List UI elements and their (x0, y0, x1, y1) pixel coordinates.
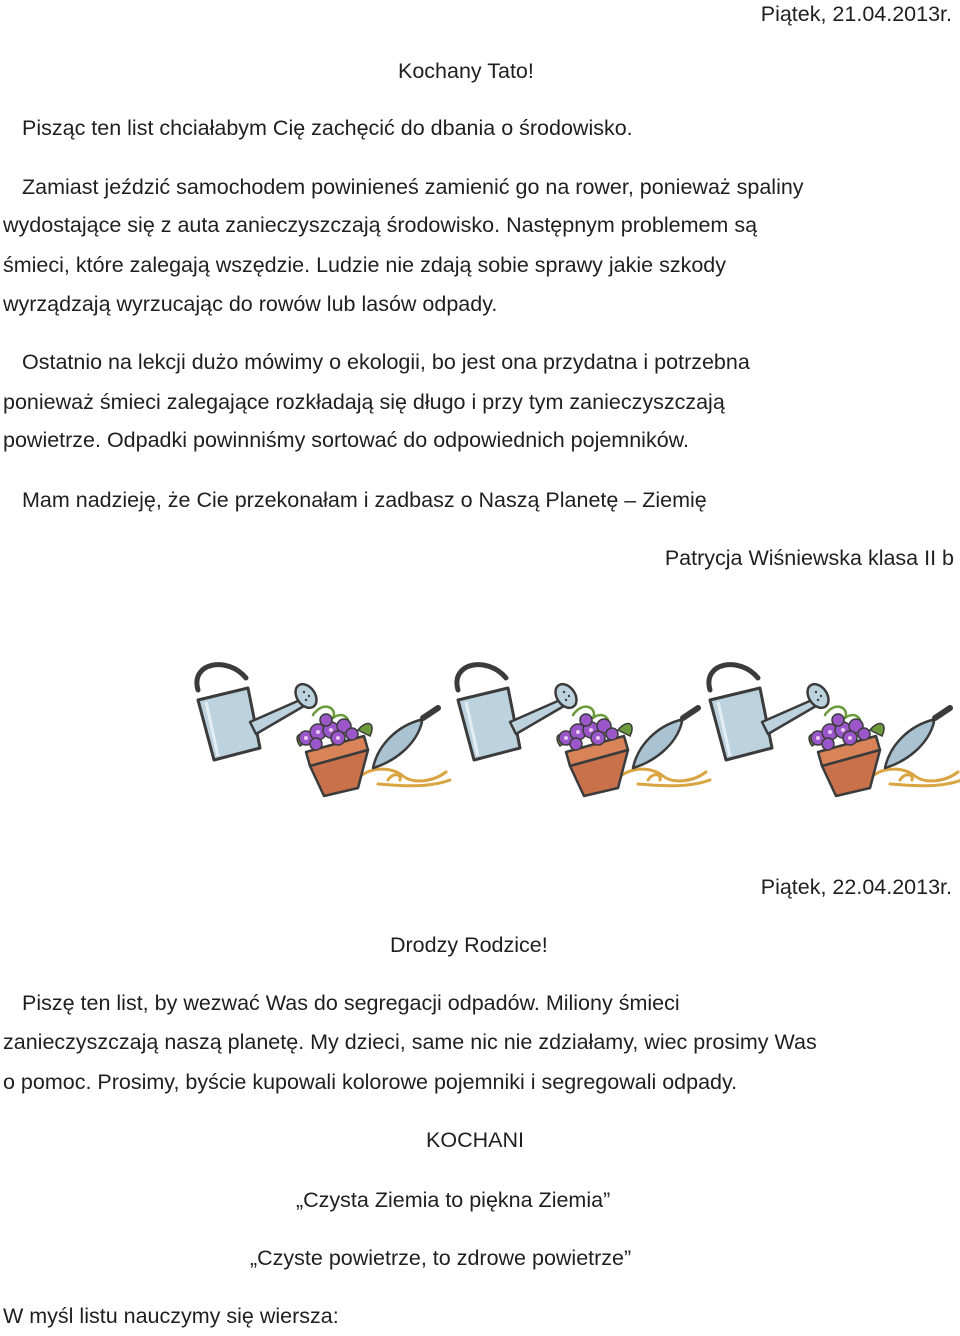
letter1-line: Mam nadzieję, że Cie przekonałam i zadbasz o Naszą Planetę – Ziemię (22, 488, 707, 512)
letter2-closing: KOCHANI (426, 1128, 524, 1152)
letter2-date: Piątek, 22.04.2013r. (760, 875, 952, 899)
letter1-line: powietrze. Odpadki powinniśmy sortować do odpowiednich pojemników. (3, 428, 689, 452)
letter1-line: wydostające się z auta zanieczyszczają środowisko. Następnym problemem są (3, 213, 758, 237)
letter2-line: Piszę ten list, by wezwać Was do segregacji odpadów. Miliony śmieci (22, 991, 680, 1015)
letter2-line: o pomoc. Prosimy, byście kupowali kolorowe pojemniki i segregowali odpady. (3, 1070, 738, 1094)
letter1-line: Zamiast jeździć samochodem powinieneś zamienić go na rower, ponieważ spaliny (22, 175, 804, 199)
slogan: „Czyste powietrze, to zdrowe powietrze” (250, 1246, 632, 1270)
letter1-signature: Patrycja Wiśniewska klasa II b (664, 546, 954, 570)
watering-can-flower-pot-border (180, 650, 960, 800)
letter2-final-line: W myśl listu nauczymy się wiersza: (3, 1304, 339, 1328)
letter2-line: zanieczyszczają naszą planetę. My dzieci, same nic nie zdziałamy, wiec prosimy Was (3, 1030, 817, 1054)
letter2-greeting: Drodzy Rodzice! (390, 933, 548, 957)
letter1-date: Piątek, 21.04.2013r. (760, 2, 952, 26)
letter1-line: śmieci, które zalegają wszędzie. Ludzie nie zdają sobie sprawy jakie szkody (3, 253, 726, 277)
letter1-line: ponieważ śmieci zalegające rozkładają się długo i przy tym zanieczyszczają (3, 390, 725, 414)
letter1-greeting: Kochany Tato! (398, 59, 534, 83)
slogan: „Czysta Ziemia to piękna Ziemia” (296, 1188, 611, 1212)
letter1-line: Ostatnio na lekcji dużo mówimy o ekologii, bo jest ona przydatna i potrzebna (22, 350, 750, 374)
letter1-line: wyrządzają wyrzucając do rowów lub lasów odpady. (3, 292, 498, 316)
letter1-line: Pisząc ten list chciałabym Cię zachęcić do dbania o środowisko. (22, 116, 633, 140)
